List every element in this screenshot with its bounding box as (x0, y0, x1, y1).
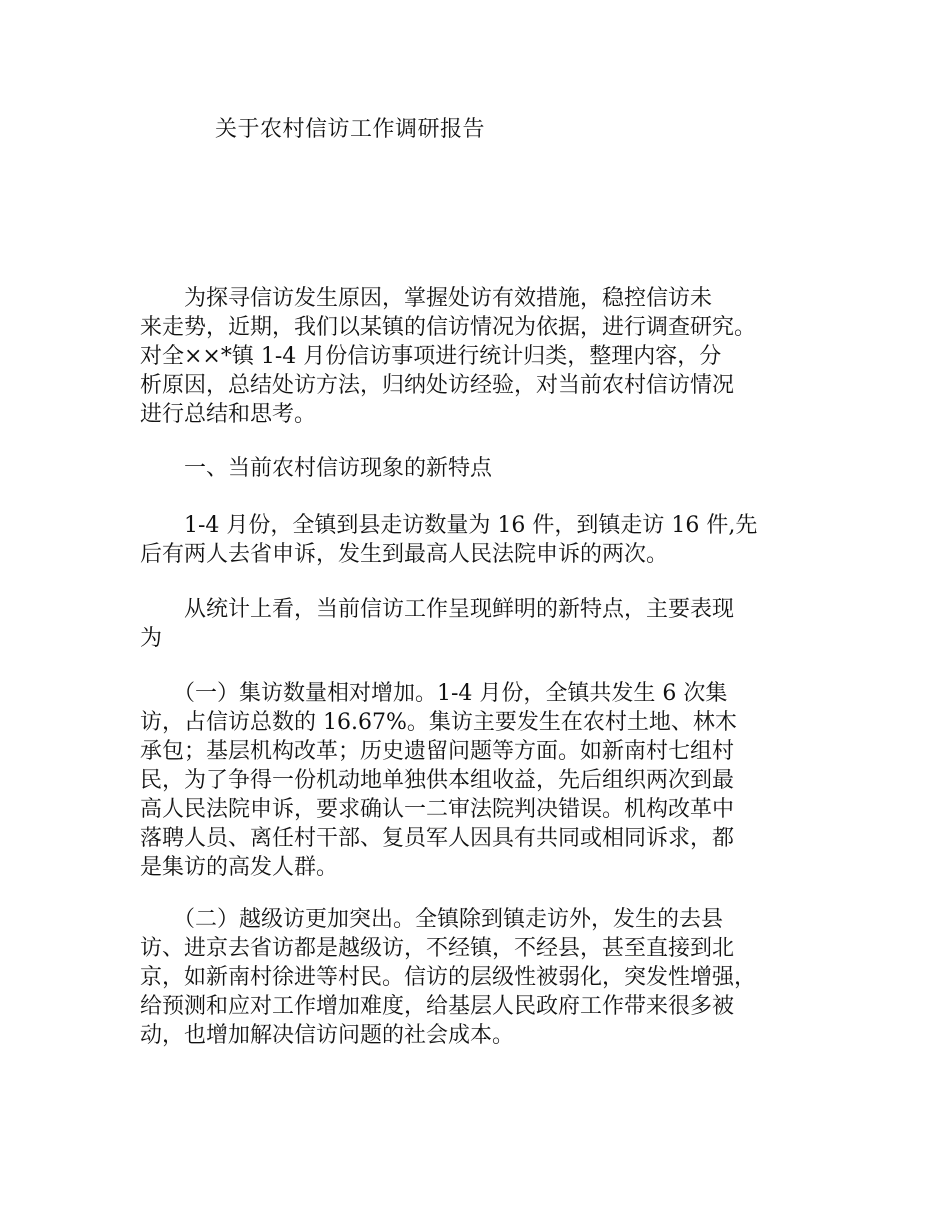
paragraph-intro (140, 284, 830, 429)
text-line: 是集访的高发人群。 (140, 855, 339, 880)
text-line: 析原因，总结处访方法，归纳处访经验，对当前农村信访情况 (140, 373, 735, 398)
text-line: 1-4 月份，全镇到县走访数量为 16 件，到镇走访 16 件,先 (140, 513, 758, 538)
text-line: 民，为了争得一份机动地单独供本组收益，先后组织两次到最 (140, 768, 735, 793)
text-line: 为探寻信访发生原因，掌握处访有效措施，稳控信访未 (140, 286, 713, 311)
text-line: 一、当前农村信访现象的新特点 (140, 456, 493, 481)
text-line: （二）越级访更加突出。全镇除到镇走访外，发生的去县 (140, 907, 724, 932)
text-line: 高人民法院申诉，要求确认一二审法院判决错误。机构改革中 (140, 797, 735, 822)
text-line: 动，也增加解决信访问题的社会成本。 (140, 1023, 515, 1048)
text-line: 落聘人员、离任村干部、复员军人因具有共同或相同诉求，都 (140, 826, 735, 851)
text-line: 从统计上看，当前信访工作呈现鲜明的新特点，主要表现 (140, 597, 735, 622)
text-line: 承包；基层机构改革；历史遗留问题等方面。如新南村七组村 (140, 739, 735, 764)
paragraph-summary (140, 595, 830, 653)
text-line: 来走势，近期，我们以某镇的信访情况为依据，进行调查研究。 (140, 315, 757, 340)
text-line: 为 (140, 626, 163, 651)
text-line: 访，占信访总数的 16.67%。集访主要发生在农村土地、林木 (140, 710, 737, 735)
text-line: 访、进京去省访都是越级访，不经镇，不经县，甚至直接到北 (140, 936, 735, 961)
text-line: 进行总结和思考。 (140, 402, 317, 427)
text-line: （一）集访数量相对增加。1-4 月份，全镇共发生 6 次集 (140, 681, 728, 706)
paragraph-point-1 (140, 679, 830, 882)
text-line: 给预测和应对工作增加难度，给基层人民政府工作带来很多被 (140, 994, 735, 1019)
paragraph-stats (140, 511, 830, 569)
text-line: 京，如新南村徐进等村民。信访的层级性被弱化，突发性增强， (140, 965, 757, 990)
section-heading (140, 454, 830, 483)
document-title: 关于农村信访工作调研报告 (215, 117, 486, 142)
text-line: 对全××*镇 1-4 月份信访事项进行统计归类，整理内容，分 (140, 344, 722, 369)
text-line: 后有两人去省申诉，发生到最高人民法院申诉的两次。 (140, 542, 669, 567)
paragraph-point-2 (140, 905, 830, 1050)
